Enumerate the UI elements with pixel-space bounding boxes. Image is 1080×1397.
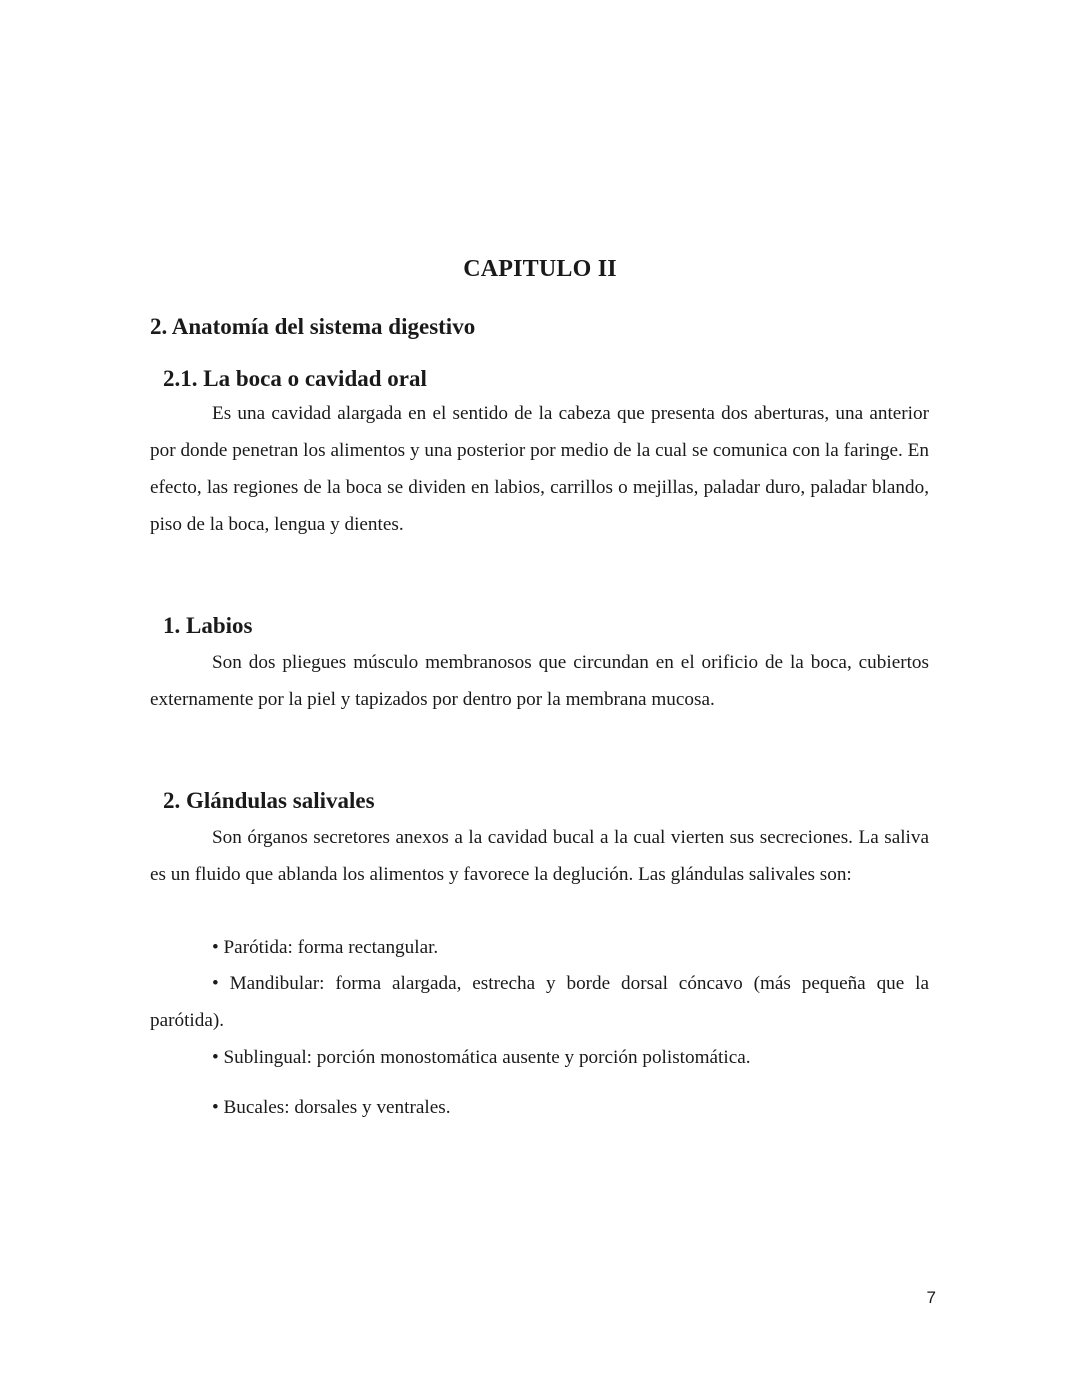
subsection-heading: 2.1. La boca o cavidad oral	[163, 366, 427, 391]
glandulas-heading: 2. Glándulas salivales	[163, 788, 375, 813]
glandulas-paragraph: Son órganos secretores anexos a la cavidad bucal a la cual vierten sus secreciones. La saliva es un fluido que ablanda los alimentos y favorece la deglución. Las glándulas salivales son:	[150, 827, 929, 885]
section-heading: 2. Anatomía del sistema digestivo	[150, 314, 476, 339]
list-item: • Parótida: forma rectangular.	[212, 937, 439, 958]
labios-paragraph: Son dos pliegues músculo membranosos que circundan en el orificio de la boca, cubiertos externamente por la piel y tapizados por dentro por la membrana mucosa.	[150, 652, 929, 710]
list-item: • Mandibular: forma alargada, estrecha y borde dorsal cóncavo (más pequeña que la parótida).	[150, 973, 929, 1031]
list-item: • Sublingual: porción monostomática ausente y porción polistomática.	[212, 1047, 751, 1068]
chapter-title: CAPITULO II	[463, 256, 617, 282]
subsection-paragraph: Es una cavidad alargada en el sentido de la cabeza que presenta dos aberturas, una anterior por donde penetran los alimentos y una posterior por medio de la cual se comunica con la faringe. En efecto, las regiones de la boca se dividen en labios, carrillos o mejillas, paladar duro, paladar blando, piso de la boca, lengua y dientes.	[150, 403, 929, 535]
page-number: 7	[926, 1288, 936, 1307]
labios-heading: 1. Labios	[163, 613, 253, 638]
list-item: • Bucales: dorsales y ventrales.	[212, 1097, 451, 1118]
